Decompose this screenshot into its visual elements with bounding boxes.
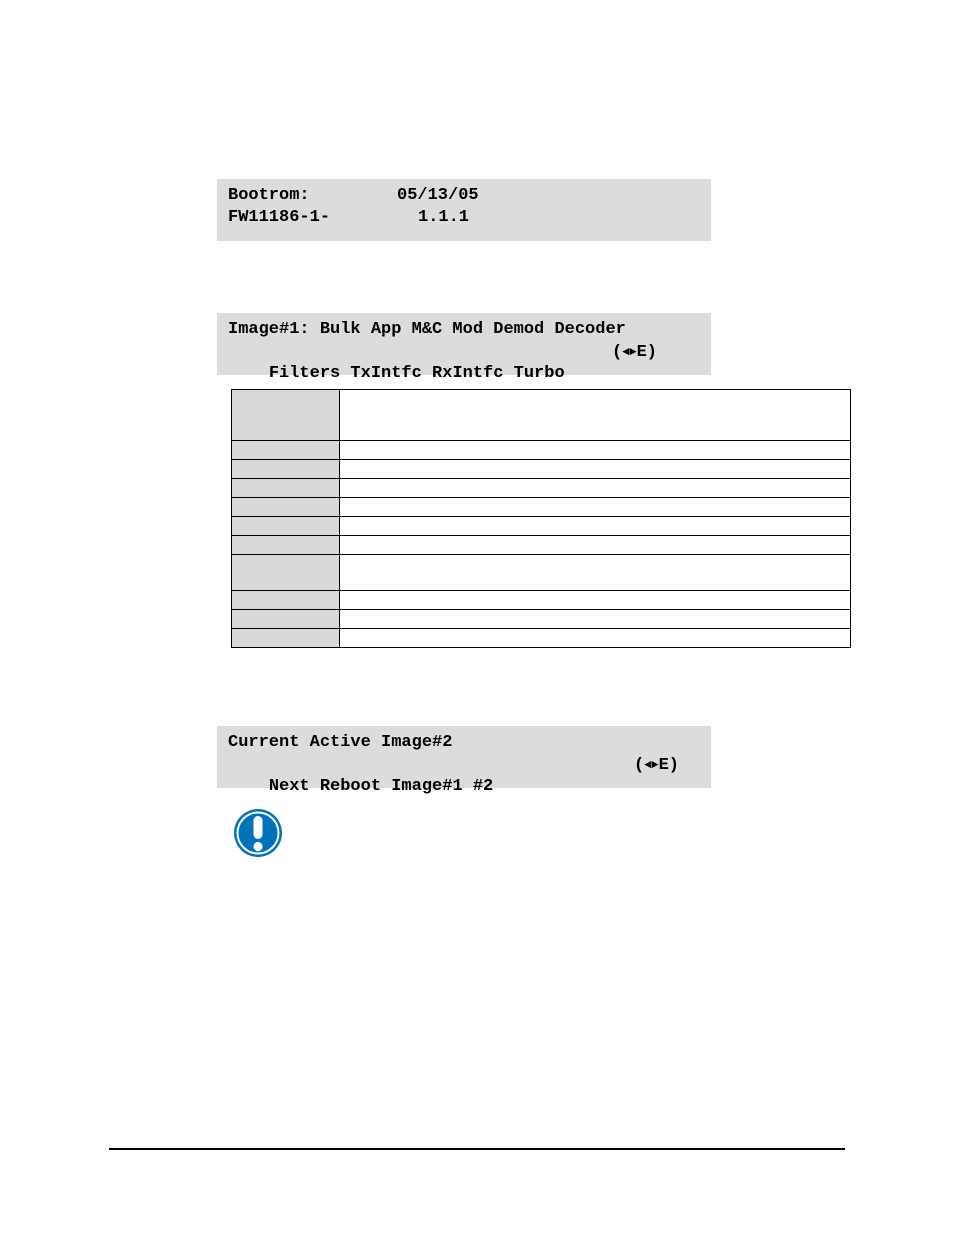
table-cell-value xyxy=(340,555,851,591)
navigation-hint: (◄►E) xyxy=(634,756,680,775)
table-cell-key xyxy=(232,441,340,460)
arrow-left-icon: ◄ xyxy=(644,758,652,772)
table-cell-key xyxy=(232,555,340,591)
table-row xyxy=(232,441,851,460)
lcd-line-1: Image#1: Bulk App M&C Mod Demod Decoder xyxy=(228,320,626,339)
lcd-line-1 xyxy=(228,185,711,207)
table-cell-key xyxy=(232,390,340,441)
table-cell-key xyxy=(232,498,340,517)
table-cell-value xyxy=(340,498,851,517)
table-row xyxy=(232,460,851,479)
table-cell-key xyxy=(232,517,340,536)
table-cell-key xyxy=(232,460,340,479)
lcd-display-bootrom xyxy=(217,179,711,241)
table-row xyxy=(232,629,851,648)
arrow-left-icon: ◄ xyxy=(622,345,630,359)
table-cell-key xyxy=(232,591,340,610)
bootrom-date: 05/13/05 xyxy=(397,186,479,205)
table-row xyxy=(232,555,851,591)
table-row xyxy=(232,498,851,517)
lcd-line-2 xyxy=(228,207,711,229)
table-cell-value xyxy=(340,610,851,629)
footer-divider xyxy=(109,1148,845,1150)
table-cell-key xyxy=(232,479,340,498)
arrow-right-icon: ► xyxy=(629,345,637,359)
table-row xyxy=(232,591,851,610)
table-row xyxy=(232,517,851,536)
table-cell-key xyxy=(232,629,340,648)
table-cell-key xyxy=(232,536,340,555)
table-cell-value xyxy=(340,517,851,536)
table-row xyxy=(232,479,851,498)
table-cell-value xyxy=(340,460,851,479)
table-cell-value xyxy=(340,441,851,460)
table-row xyxy=(232,536,851,555)
next-reboot-text: Next Reboot Image#1 #2 xyxy=(268,777,494,796)
navigation-hint: (◄►E) xyxy=(612,343,658,362)
table-cell-value xyxy=(340,629,851,648)
lcd-display-image-select xyxy=(217,313,711,383)
exclamation-circle-icon xyxy=(233,808,283,858)
table-cell-value xyxy=(340,390,851,441)
arrow-right-icon: ► xyxy=(651,758,659,772)
table-cell-value xyxy=(340,536,851,555)
lcd-line-1: Current Active Image#2 xyxy=(228,733,453,752)
firmware-label: FW11186-1- xyxy=(228,208,331,227)
table-cell-value xyxy=(340,479,851,498)
lcd-line-2 xyxy=(228,754,711,796)
table-cell-key xyxy=(232,610,340,629)
lcd-line-2 xyxy=(228,341,711,383)
info-table xyxy=(231,389,851,648)
table-row xyxy=(232,390,851,441)
firmware-version: 1.1.1 xyxy=(418,208,470,227)
table-cell-value xyxy=(340,591,851,610)
bootrom-label: Bootrom: xyxy=(228,186,310,205)
image-modules-text: Filters TxIntfc RxIntfc Turbo xyxy=(268,364,565,383)
table-row xyxy=(232,610,851,629)
lcd-display-active-image xyxy=(217,726,711,796)
